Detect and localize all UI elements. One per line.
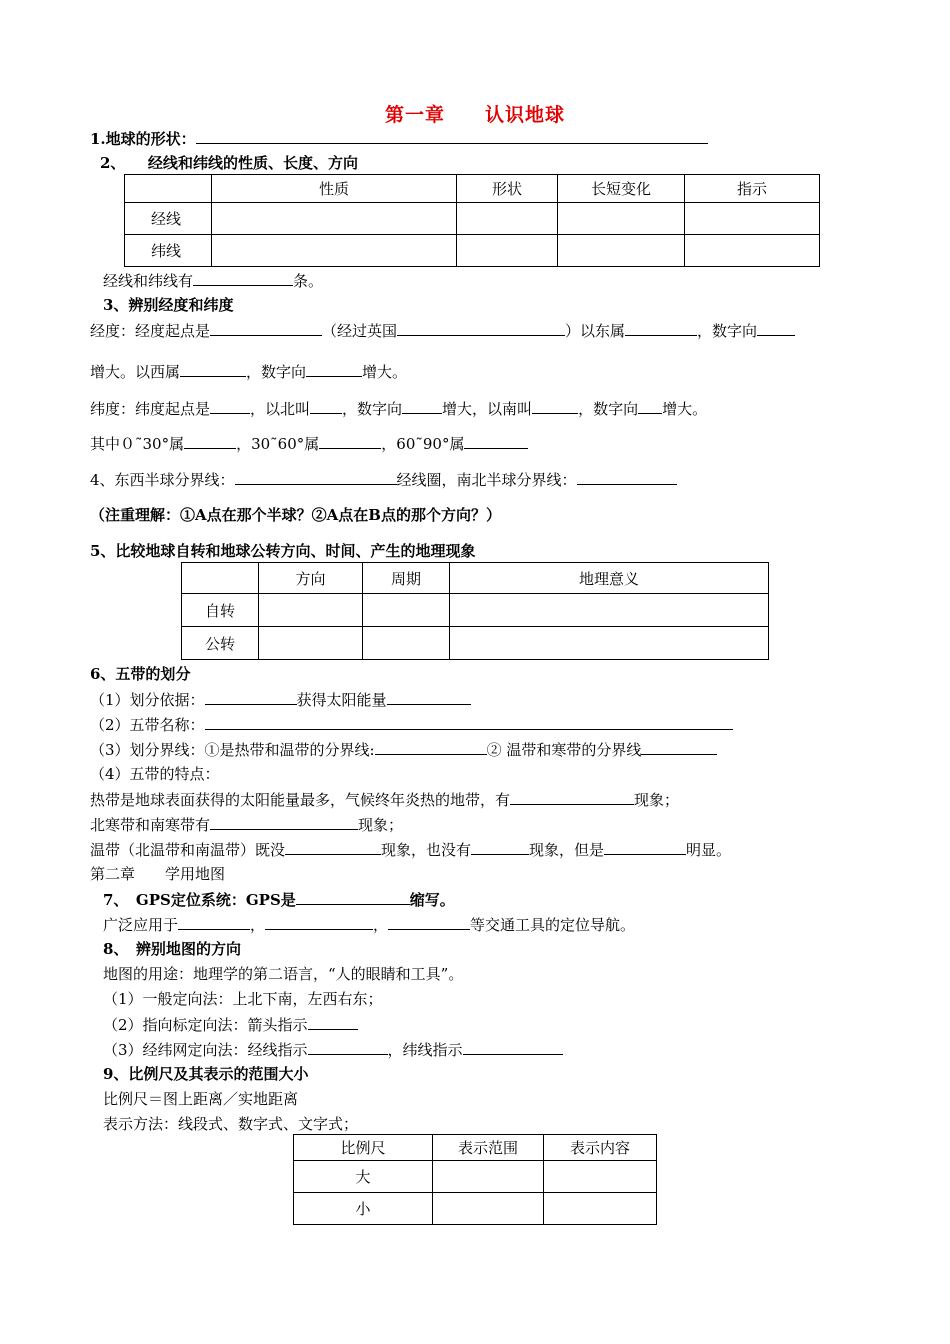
text: 等交通工具的定位导航。 [470, 916, 636, 934]
text: ② 温带和寒带的分界线 [486, 741, 642, 759]
table-cell[interactable] [259, 627, 363, 660]
text: 经线圈，南北半球分界线： [396, 471, 577, 489]
table-header: 比例尺 [294, 1135, 433, 1161]
text: ， [250, 916, 266, 934]
text: 缩写。 [409, 891, 455, 909]
q2-label: 2、 经线和纬线的性质、长度、方向 [100, 154, 358, 172]
table-cell[interactable] [450, 594, 769, 627]
q6-line-4: （4）五带的特点： [90, 765, 220, 783]
blank[interactable] [319, 433, 381, 449]
table-header: 周期 [363, 563, 450, 594]
table-row-label: 自转 [182, 594, 259, 627]
table-header: 方向 [259, 563, 363, 594]
blank[interactable] [308, 1014, 358, 1030]
blank[interactable] [308, 1039, 388, 1055]
table-cell[interactable] [457, 235, 558, 267]
text: 纬度：纬度起点是 [90, 400, 211, 418]
blank[interactable] [402, 398, 442, 414]
text: 7、 GPS定位系统：GPS是 [103, 891, 296, 909]
table-cell[interactable] [433, 1161, 544, 1193]
q2-count-suffix: 条。 [293, 272, 324, 290]
blank[interactable] [205, 689, 297, 705]
blank[interactable] [625, 320, 697, 336]
blank[interactable] [510, 789, 634, 805]
blank[interactable] [180, 361, 246, 377]
table-cell[interactable] [450, 627, 769, 660]
q2-count-blank[interactable] [193, 270, 293, 286]
blank[interactable] [464, 433, 528, 449]
text: （1）划分依据： [90, 691, 205, 709]
text: 其中０˜30°属 [90, 435, 185, 453]
q1-blank[interactable] [196, 128, 708, 144]
blank[interactable] [757, 320, 795, 336]
q3-label: 3、辨别经度和纬度 [103, 296, 234, 314]
text: （经过英国 [322, 322, 398, 340]
text: ，数字向 [246, 363, 307, 381]
table-cell[interactable] [685, 203, 820, 235]
blank[interactable] [285, 839, 381, 855]
text: 增大。 [362, 363, 408, 381]
blank[interactable] [184, 433, 236, 449]
text: ，数字向 [342, 400, 403, 418]
q1-label: 1.地球的形状： [90, 130, 196, 148]
blank[interactable] [577, 469, 677, 485]
q9-line-2: 表示方法：线段式、数字式、文字式； [103, 1115, 359, 1133]
table-cell[interactable] [558, 235, 685, 267]
table-header: 表示内容 [544, 1135, 657, 1161]
table-row-label: 经线 [125, 203, 212, 235]
blank[interactable] [210, 814, 358, 830]
text: 温带（北温带和南温带）既没 [90, 841, 286, 859]
q8-line-1: 地图的用途：地理学的第二语言，“人的眼睛和工具”。 [103, 965, 464, 983]
q7-line-1 [103, 889, 455, 910]
q6-line-6 [90, 814, 403, 835]
text: ）以东属 [565, 322, 626, 340]
text: （2）指向标定向法：箭头指示 [103, 1016, 308, 1034]
table-row-label: 小 [294, 1193, 433, 1225]
blank[interactable] [397, 320, 565, 336]
text: ，纬线指示 [387, 1041, 463, 1059]
text: 现象，但是 [529, 841, 605, 859]
text: 广泛应用于 [103, 916, 179, 934]
text: 现象； [634, 791, 680, 809]
blank[interactable] [638, 398, 662, 414]
rotation-revolution-table [181, 562, 769, 660]
text: 经度：经度起点是 [90, 322, 211, 340]
table-cell[interactable] [433, 1193, 544, 1225]
text: ，数字向 [578, 400, 639, 418]
chapter-2-title: 第二章 学用地图 [90, 865, 226, 883]
q9-line-1: 比例尺＝图上距离／实地距离 [103, 1090, 299, 1108]
table-row-label: 大 [294, 1161, 433, 1193]
q1-line [90, 128, 708, 149]
blank[interactable] [210, 398, 250, 414]
table-cell[interactable] [544, 1193, 657, 1225]
table-cell[interactable] [259, 594, 363, 627]
q7-line-2 [103, 914, 635, 935]
table-header: 指示 [685, 175, 820, 203]
text: （2）五带名称： [90, 716, 205, 734]
text: 增大。 [662, 400, 708, 418]
text: ，30˜60°属 [236, 435, 320, 453]
table-corner-cell [182, 563, 259, 594]
q8-line-2: （1）一般定向法：上北下南，左西右东； [103, 990, 383, 1008]
text: 热带是地球表面获得的太阳能量最多，气候终年炎热的地带，有 [90, 791, 511, 809]
text: （3）经纬网定向法：经线指示 [103, 1041, 308, 1059]
table-cell[interactable] [212, 203, 457, 235]
blank[interactable] [387, 689, 471, 705]
note: （注重理解：①A点在那个半球？②A点在B点的那个方向？） [90, 506, 501, 524]
q3-latitude-range-line [90, 433, 528, 454]
blank[interactable] [641, 739, 717, 755]
table-corner-cell [125, 175, 212, 203]
blank[interactable] [463, 1039, 563, 1055]
q6-line-2 [90, 714, 733, 735]
q8-line-4 [103, 1039, 563, 1060]
table-header: 长短变化 [558, 175, 685, 203]
table-cell[interactable] [363, 627, 450, 660]
text: 增大，以南叫 [442, 400, 533, 418]
table-header: 形状 [457, 175, 558, 203]
text: ，数字向 [697, 322, 758, 340]
blank[interactable] [235, 469, 397, 485]
blank[interactable] [306, 361, 362, 377]
blank[interactable] [471, 839, 529, 855]
table-header: 表示范围 [433, 1135, 544, 1161]
table-cell[interactable] [558, 203, 685, 235]
q6-line-5 [90, 789, 679, 810]
q3-latitude-line [90, 398, 707, 419]
q6-line-7 [90, 839, 731, 860]
q4-line [90, 469, 677, 490]
blank[interactable] [375, 739, 487, 755]
q3-longitude-line-2 [90, 361, 407, 382]
blank[interactable] [296, 889, 410, 905]
scale-table [293, 1134, 657, 1225]
blank[interactable] [604, 839, 686, 855]
text: 明显。 [686, 841, 732, 859]
table-header: 地理意义 [450, 563, 769, 594]
text: ，60˜90°属 [381, 435, 465, 453]
q6-line-1 [90, 689, 471, 710]
q5-label: 5、比较地球自转和地球公转方向、时间、产生的地理现象 [90, 542, 476, 560]
q2-count-line [103, 270, 323, 291]
table-cell[interactable] [363, 594, 450, 627]
q2-count-prefix: 经线和纬线有 [103, 272, 194, 290]
meridian-parallel-table [124, 174, 820, 267]
q6-line-3 [90, 739, 717, 760]
page-title: 第一章 认识地球 [384, 104, 565, 126]
table-header: 性质 [212, 175, 457, 203]
text: ， [373, 916, 389, 934]
table-cell[interactable] [544, 1161, 657, 1193]
text: ，以北叫 [250, 400, 311, 418]
blank[interactable] [532, 398, 578, 414]
blank[interactable] [265, 914, 373, 930]
blank[interactable] [388, 914, 470, 930]
table-row-label: 公转 [182, 627, 259, 660]
blank[interactable] [210, 320, 322, 336]
q8-line-3 [103, 1014, 358, 1035]
blank[interactable] [205, 714, 733, 730]
text: 现象，也没有 [381, 841, 472, 859]
blank[interactable] [310, 398, 342, 414]
text: 获得太阳能量 [296, 691, 387, 709]
text: 4、东西半球分界线： [90, 471, 235, 489]
q8-label: 8、 辨别地图的方向 [103, 940, 241, 958]
table-cell[interactable] [685, 235, 820, 267]
text: 现象； [358, 816, 404, 834]
q9-label: 9、比例尺及其表示的范围大小 [103, 1065, 309, 1083]
blank[interactable] [178, 914, 250, 930]
table-cell[interactable] [457, 203, 558, 235]
text: 增大。以西属 [90, 363, 181, 381]
text: 北寒带和南寒带有 [90, 816, 211, 834]
q6-label: 6、五带的划分 [90, 665, 191, 683]
table-cell[interactable] [212, 235, 457, 267]
text: （3）划分界线：①是热带和温带的分界线: [90, 741, 375, 759]
q3-longitude-line-1 [90, 320, 795, 341]
table-row-label: 纬线 [125, 235, 212, 267]
